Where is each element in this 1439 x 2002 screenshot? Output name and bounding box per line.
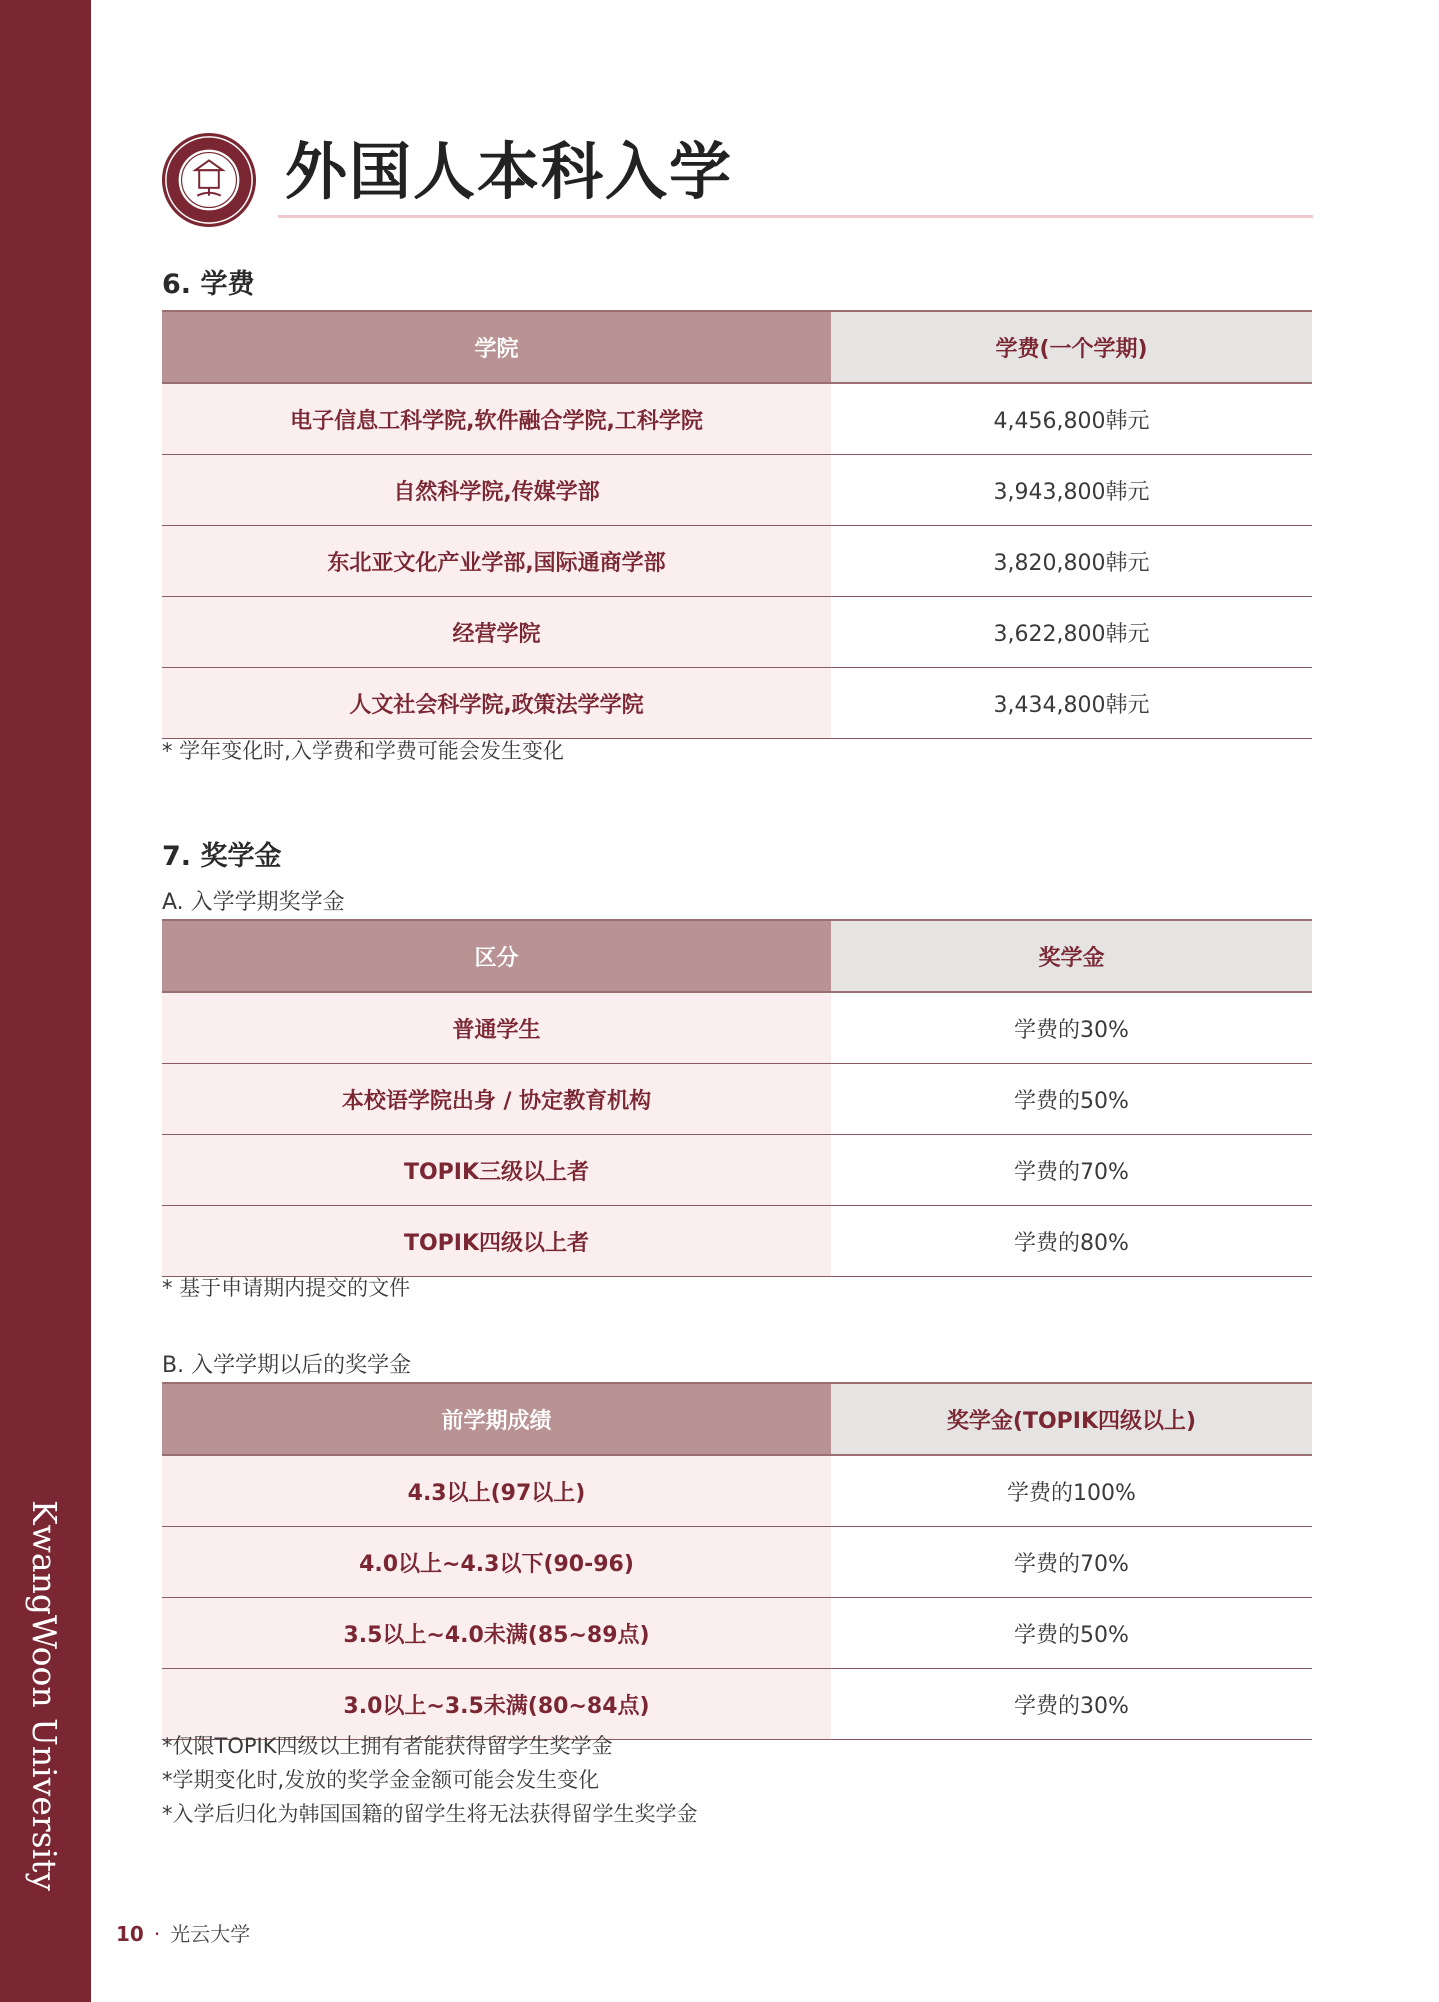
vertical-brand-text: KwangWoon University bbox=[25, 1500, 64, 1892]
after-scholarship-note: *仅限TOPIK四级以上拥有者能获得留学生奖学金 bbox=[162, 1734, 613, 1758]
table-row bbox=[162, 1455, 1312, 1527]
grade-cell: 4.3以上(97以上) bbox=[162, 1455, 831, 1527]
entry-scholarship-subtitle: A. 入学学期奖学金 bbox=[162, 890, 345, 915]
table-row bbox=[162, 597, 1312, 668]
college-cell: 人文社会科学院,政策法学学院 bbox=[162, 668, 831, 739]
scholarship-cell: 学费的70% bbox=[831, 1135, 1312, 1206]
category-cell: 普通学生 bbox=[162, 992, 831, 1064]
table-row bbox=[162, 455, 1312, 526]
scholarship-cell: 学费的100% bbox=[831, 1455, 1312, 1527]
table-row bbox=[162, 526, 1312, 597]
page-title: 外国人本科入学 bbox=[285, 135, 734, 208]
tuition-cell: 3,622,800韩元 bbox=[831, 597, 1312, 668]
scholarship-cell: 学费的50% bbox=[831, 1598, 1312, 1669]
scholarship-cell: 学费的80% bbox=[831, 1206, 1312, 1277]
tuition-cell: 4,456,800韩元 bbox=[831, 383, 1312, 455]
scholarship-cell: 学费的30% bbox=[831, 992, 1312, 1064]
table-row bbox=[162, 1135, 1312, 1206]
table-row bbox=[162, 668, 1312, 739]
after-scholarship-note: *入学后归化为韩国国籍的留学生将无法获得留学生奖学金 bbox=[162, 1802, 698, 1826]
table-row bbox=[162, 1598, 1312, 1669]
entry-scholarship-note: * 基于申请期内提交的文件 bbox=[162, 1276, 411, 1300]
page-footer bbox=[116, 1918, 250, 1947]
table-header-row bbox=[162, 1383, 1312, 1455]
scholarship-cell: 学费的30% bbox=[831, 1669, 1312, 1740]
grade-cell: 3.5以上~4.0未满(85~89点) bbox=[162, 1598, 831, 1669]
category-cell: TOPIK四级以上者 bbox=[162, 1206, 831, 1277]
table-row bbox=[162, 1064, 1312, 1135]
college-cell: 电子信息工科学院,软件融合学院,工科学院 bbox=[162, 383, 831, 455]
column-header-tuition: 学费(一个学期) bbox=[831, 311, 1312, 383]
tuition-note: * 学年变化时,入学费和学费可能会发生变化 bbox=[162, 739, 564, 763]
scholarship-cell: 学费的50% bbox=[831, 1064, 1312, 1135]
grade-cell: 3.0以上~3.5未满(80~84点) bbox=[162, 1669, 831, 1740]
college-cell: 经营学院 bbox=[162, 597, 831, 668]
table-row bbox=[162, 1527, 1312, 1598]
table-row bbox=[162, 383, 1312, 455]
title-divider bbox=[278, 215, 1313, 218]
university-seal-logo bbox=[160, 131, 258, 229]
tuition-cell: 3,943,800韩元 bbox=[831, 455, 1312, 526]
tuition-cell: 3,820,800韩元 bbox=[831, 526, 1312, 597]
table-row bbox=[162, 992, 1312, 1064]
column-header-scholarship-topik: 奖学金(TOPIK四级以上) bbox=[831, 1383, 1312, 1455]
entry-scholarship-table bbox=[162, 919, 1312, 1277]
scholarship-section-title: 7. 奖学金 bbox=[162, 841, 282, 872]
footer-separator: · bbox=[153, 1922, 161, 1946]
category-cell: TOPIK三级以上者 bbox=[162, 1135, 831, 1206]
college-cell: 自然科学院,传媒学部 bbox=[162, 455, 831, 526]
column-header-category: 区分 bbox=[162, 920, 831, 992]
after-scholarship-table bbox=[162, 1382, 1312, 1740]
column-header-scholarship: 奖学金 bbox=[831, 920, 1312, 992]
table-header-row bbox=[162, 920, 1312, 992]
column-header-previous-grade: 前学期成绩 bbox=[162, 1383, 831, 1455]
tuition-section-title: 6. 学费 bbox=[162, 269, 255, 300]
tuition-table bbox=[162, 310, 1312, 739]
college-cell: 东北亚文化产业学部,国际通商学部 bbox=[162, 526, 831, 597]
sidebar-band bbox=[0, 0, 91, 2002]
footer-university-name: 光云大学 bbox=[170, 1922, 251, 1946]
table-row bbox=[162, 1206, 1312, 1277]
tuition-cell: 3,434,800韩元 bbox=[831, 668, 1312, 739]
column-header-college: 学院 bbox=[162, 311, 831, 383]
page-number: 10 bbox=[116, 1922, 144, 1946]
after-scholarship-note: *学期变化时,发放的奖学金金额可能会发生变化 bbox=[162, 1768, 600, 1792]
scholarship-cell: 学费的70% bbox=[831, 1527, 1312, 1598]
table-header-row bbox=[162, 311, 1312, 383]
category-cell: 本校语学院出身 / 协定教育机构 bbox=[162, 1064, 831, 1135]
after-scholarship-subtitle: B. 入学学期以后的奖学金 bbox=[162, 1353, 412, 1378]
grade-cell: 4.0以上~4.3以下(90-96) bbox=[162, 1527, 831, 1598]
